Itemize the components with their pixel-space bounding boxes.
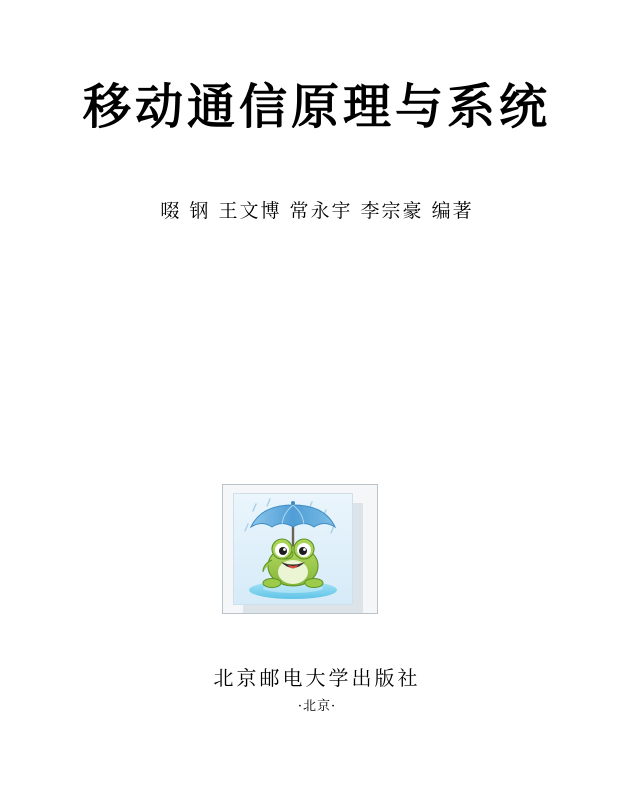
publisher-logo-frame [222, 484, 378, 614]
page-title: 移动通信原理与系统 [82, 79, 551, 135]
publisher-city: ·北京· [297, 699, 337, 714]
frog-with-umbrella-icon [233, 493, 353, 605]
authors-line: 啜 钢 王文博 常永宇 李宗豪 编著 [160, 200, 474, 222]
frog-illustration-svg [234, 494, 352, 604]
publisher-name: 北京邮电大学出版社 [213, 666, 421, 690]
